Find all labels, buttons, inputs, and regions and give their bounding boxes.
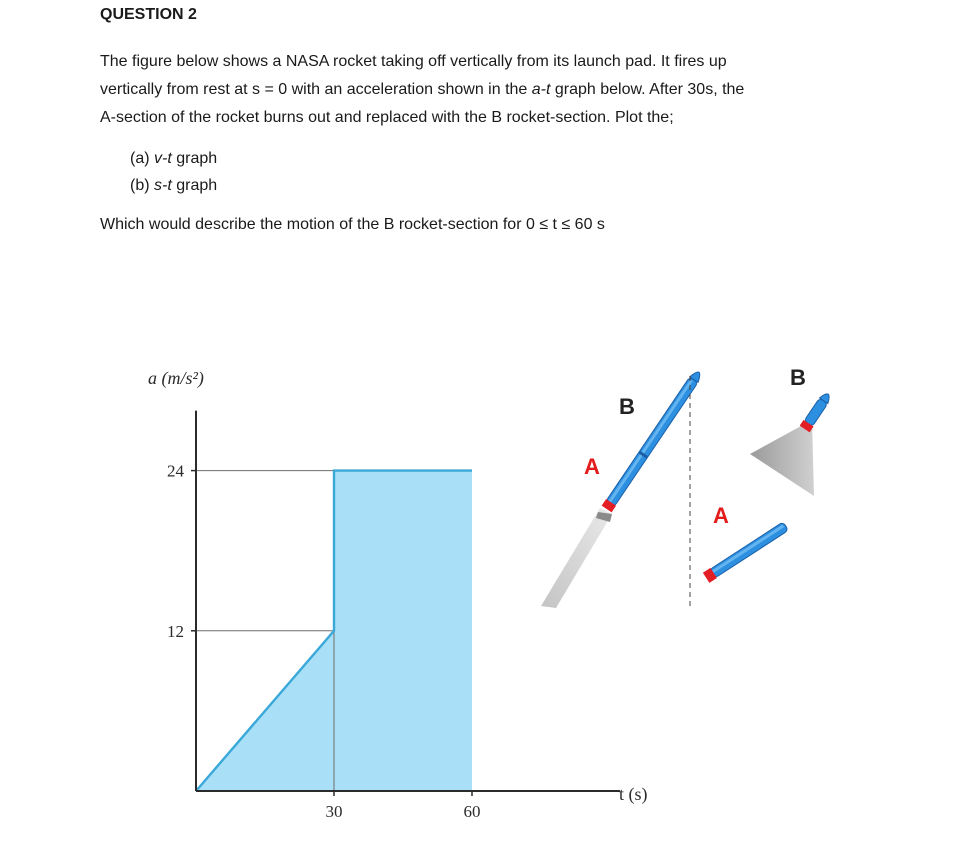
which-question: Which would describe the motion of the B rocket-section for 0 ≤ t ≤ 60 s [100, 216, 605, 233]
x-axis-label: t (s) [619, 784, 648, 804]
paragraph-at-var: a-t [531, 81, 551, 98]
y-tick-label-24: 24 [167, 461, 184, 481]
item-b-prefix: (b) [130, 177, 154, 194]
paragraph-line-1: The figure below shows a NASA rocket taking off vertically from its launch pad. It fires up [100, 53, 727, 70]
item-a-var: v-t [154, 150, 172, 167]
paragraph-line-2b: graph below. After 30s, the [550, 81, 745, 98]
item-a-suffix: graph [171, 150, 218, 167]
rocket-a-section [703, 521, 789, 583]
y-tick-label-12: 12 [167, 621, 184, 641]
x-tick-label-30: 30 [325, 802, 343, 821]
rocket-separated-illustration [703, 365, 833, 583]
rocket-a-b-stack [602, 369, 704, 513]
rocket-label-a2: A [713, 503, 729, 528]
y-axis-label: a (m/s²) [148, 368, 204, 388]
question-title: QUESTION 2 [100, 6, 197, 23]
rocket-label-b2: B [790, 365, 806, 390]
rocket-launch-illustration [541, 369, 704, 608]
b-exhaust-cone [750, 420, 814, 496]
a-t-chart [148, 368, 648, 821]
rocket-label-b1: B [619, 394, 635, 419]
rocket-b-section [800, 391, 833, 433]
paragraph-line-3: A-section of the rocket burns out and replaced with the B rocket-section. Plot the; [100, 109, 674, 126]
paragraph-line-2a: vertically from rest at s = 0 with an acceleration shown in the [100, 81, 532, 98]
item-b-var: s-t [154, 177, 172, 194]
item-b-suffix: graph [171, 177, 218, 194]
x-tick-label-60: 60 [463, 802, 481, 821]
exhaust-plume [541, 508, 612, 608]
rocket-label-a1: A [584, 454, 600, 479]
item-a-prefix: (a) [130, 150, 154, 167]
